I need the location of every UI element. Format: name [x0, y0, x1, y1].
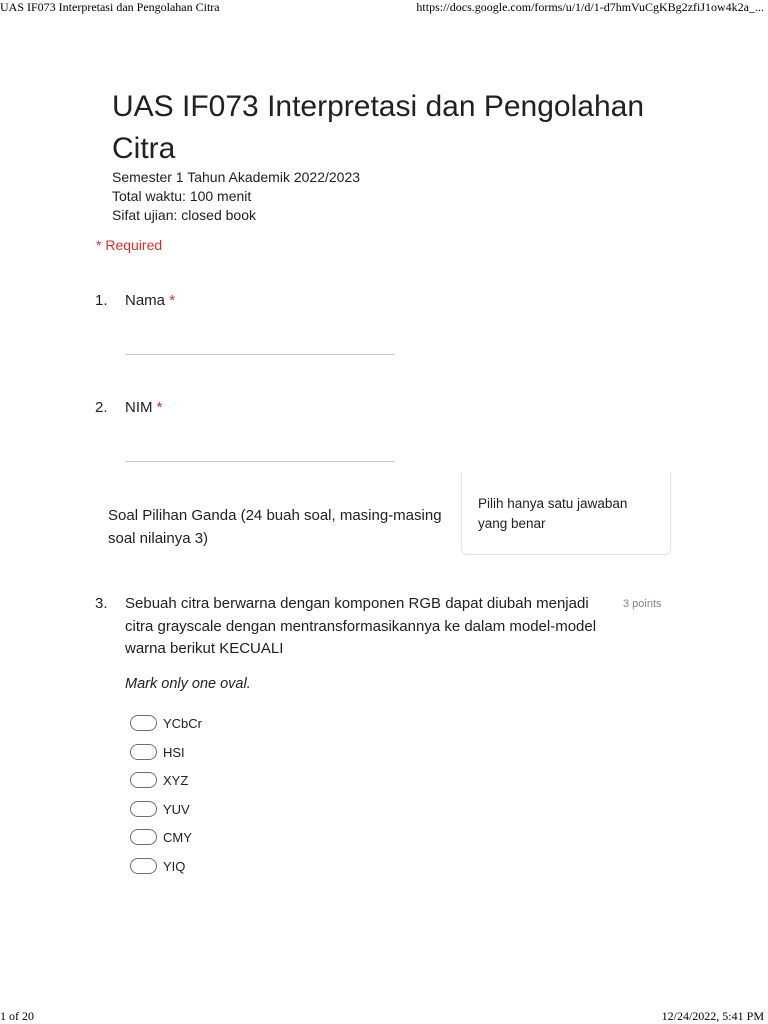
question-2-number: 2.	[95, 399, 108, 416]
required-note: * Required	[96, 237, 163, 253]
question-3-points: 3 points	[623, 598, 662, 610]
radio-oval[interactable]	[130, 858, 157, 874]
radio-oval[interactable]	[130, 801, 157, 817]
question-1-answer-field[interactable]	[125, 354, 395, 355]
question-2-title	[125, 399, 163, 416]
section-description-box	[461, 472, 671, 555]
question-1-label: Nama	[125, 292, 166, 309]
radio-oval[interactable]	[130, 772, 157, 788]
section-description: Pilih hanya satu jawaban yang benar	[478, 496, 628, 531]
option-label: YIQ	[163, 858, 186, 874]
form-description-duration: Total waktu: 100 menit	[112, 188, 252, 204]
form-description-semester: Semester 1 Tahun Akademik 2022/2023	[112, 169, 361, 185]
form-title: UAS IF073 Interpretasi dan Pengolahan Citra	[112, 90, 645, 165]
radio-oval[interactable]	[130, 715, 157, 731]
question-1-title	[125, 292, 175, 309]
required-asterisk: *	[156, 399, 163, 416]
form-description-exam-type: Sifat ujian: closed book	[112, 207, 256, 223]
question-1-number: 1.	[95, 292, 108, 309]
question-3-instruction: Mark only one oval.	[125, 676, 251, 692]
question-2-label: NIM	[125, 399, 153, 416]
question-3-number: 3.	[95, 595, 108, 612]
option-label: YUV	[163, 801, 190, 817]
option-label: HSI	[163, 744, 185, 760]
option-label: CMY	[163, 830, 192, 845]
print-header-title: UAS IF073 Interpretasi dan Pengolahan Citra	[0, 0, 220, 14]
radio-oval[interactable]	[130, 829, 157, 845]
radio-oval[interactable]	[130, 744, 157, 760]
print-header-url: https://docs.google.com/forms/u/1/d/1-d7hmVuCgKBg2zfiJ1ow4k2a_...	[416, 0, 764, 14]
required-asterisk: *	[169, 292, 176, 309]
option-label: YCbCr	[163, 716, 203, 731]
print-footer-page: 1 of 20	[0, 1009, 34, 1023]
option-label: XYZ	[163, 773, 189, 788]
question-3-text: Sebuah citra berwarna dengan komponen RGB dapat diubah menjadi citra grayscale dengan mentransformasikannya ke dalam model-model warna berikut KECUALI	[125, 595, 597, 657]
section-title: Soal Pilihan Ganda (24 buah soal, masing-masing soal nilainya 3)	[108, 507, 442, 547]
question-2-answer-field[interactable]	[125, 461, 395, 462]
print-footer-datetime: 12/24/2022, 5:41 PM	[661, 1009, 764, 1023]
form-description	[112, 168, 360, 225]
